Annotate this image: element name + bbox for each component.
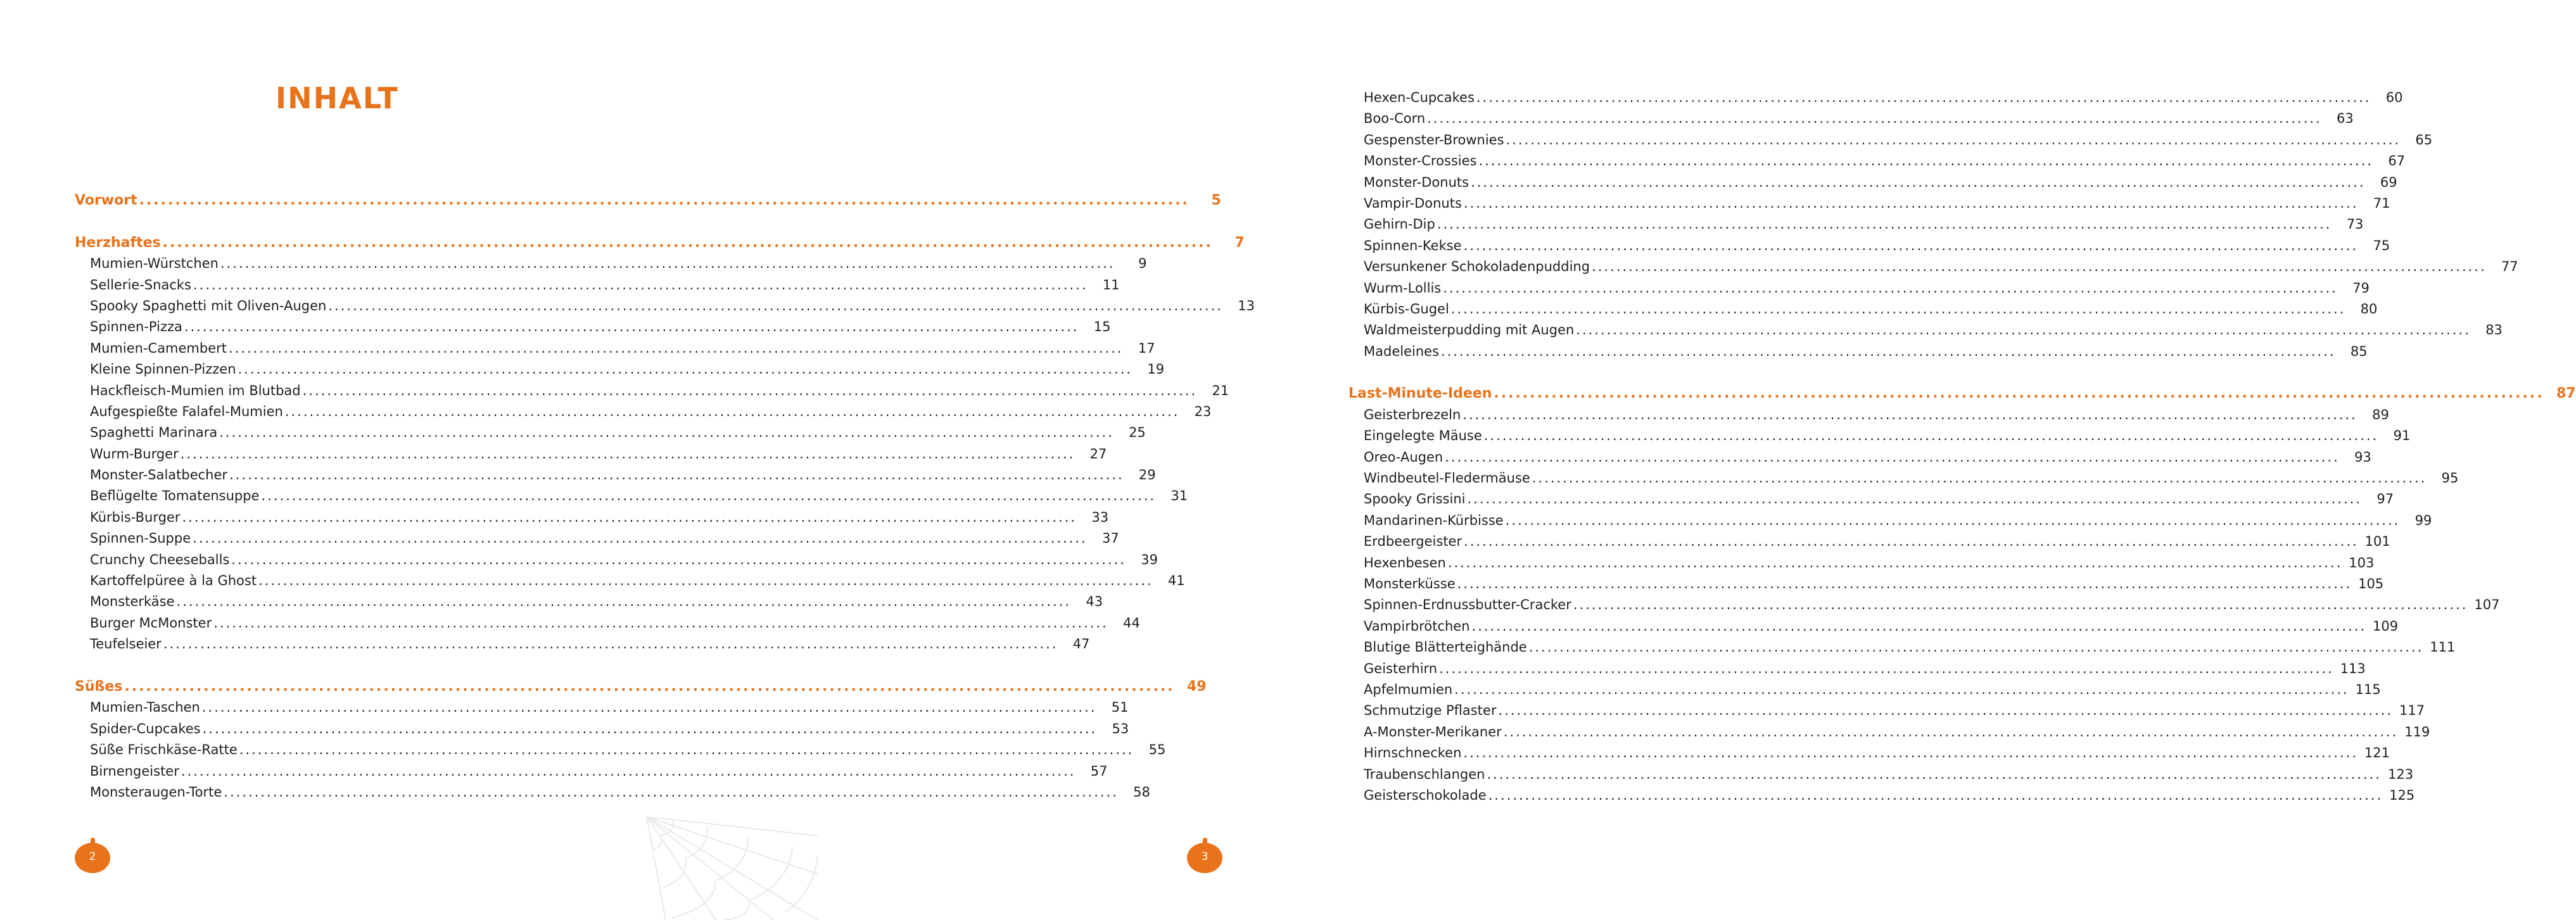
toc-entry [1348, 468, 2459, 489]
toc-entry [1348, 87, 2403, 108]
toc-entry-title: Traubenschlangen [1364, 766, 1485, 782]
toc-entry-title: Monster-Crossies [1364, 153, 1477, 169]
toc-entry [1348, 574, 2384, 595]
toc-page-number: 117 [2399, 703, 2425, 719]
toc-entry [75, 507, 1109, 528]
dot-leader [1576, 320, 2471, 341]
toc-page-number: 77 [2501, 259, 2518, 275]
toc-page-number: 7 [1234, 234, 1245, 251]
toc-page-number: 95 [2441, 470, 2459, 486]
section-gap [75, 211, 597, 232]
toc-page-number: 23 [1194, 403, 1212, 419]
toc-entry [75, 719, 1129, 740]
toc-page-number: 97 [2376, 491, 2394, 507]
toc-entry [75, 359, 1165, 380]
dot-leader [1437, 214, 2332, 235]
toc-page-number: 73 [2346, 217, 2364, 232]
spider-web-icon [647, 817, 818, 920]
toc-entry [1348, 278, 2370, 299]
toc-entry-title: Mumien-Würstchen [90, 256, 219, 272]
toc-entry [1348, 743, 2390, 764]
toc-entry [75, 761, 1108, 782]
dot-leader [1457, 574, 2352, 595]
toc-entry [75, 381, 1229, 401]
toc-entry-title: Spider-Cupcakes [90, 721, 201, 736]
toc-entry-title: Mumien-Camembert [90, 340, 227, 356]
toc-entry-title: Boo-Corn [1364, 111, 1426, 127]
toc-entry-title: Schmutzige Pflaster [1364, 703, 1497, 719]
toc-entry-title: Kürbis-Gugel [1364, 301, 1449, 317]
toc-page-number: 101 [2364, 534, 2390, 550]
toc-entry [1348, 151, 2406, 172]
dot-leader [1498, 700, 2393, 721]
toc-page-number: 51 [1111, 700, 1129, 715]
toc-entry [75, 444, 1107, 465]
toc-entry-title: Eingelegte Mäuse [1364, 428, 1482, 444]
toc-entry [75, 591, 1103, 612]
toc-entry [1348, 489, 2394, 510]
dot-leader [1443, 278, 2338, 299]
toc-page-number: 91 [2393, 428, 2411, 444]
toc-page-number: 13 [1238, 298, 1255, 313]
toc-page-number: 111 [2430, 640, 2456, 655]
toc-entry [1348, 320, 2503, 341]
toc-page-number: 121 [2364, 745, 2390, 761]
toc-entry-title: Spaghetti Marinara [90, 425, 218, 441]
toc-entry-title: Herzhaftes [75, 234, 161, 251]
toc-entry [1348, 785, 2415, 806]
toc-entry-title: Apfelmumien [1364, 681, 1453, 697]
toc-page-number: 5 [1211, 192, 1221, 208]
toc-entry-title: Blutige Blätterteighände [1364, 640, 1527, 655]
toc-page-number: 47 [1072, 636, 1090, 652]
toc-entry-title: Spinnen-Suppe [90, 531, 191, 546]
dot-leader [1471, 172, 2366, 193]
toc-entry-title: Kleine Spinnen-Pizzen [90, 362, 236, 377]
dot-leader [1445, 447, 2340, 468]
page-number-right: 3 [1201, 850, 1209, 863]
toc-entry-title: Aufgespießte Falafel-Mumien [90, 403, 283, 419]
toc-entry [1348, 236, 2390, 256]
toc-entry-title: Spooky Spaghetti mit Oliven-Augen [90, 298, 327, 313]
dot-leader [1462, 405, 2357, 425]
toc-entry [75, 401, 1212, 422]
toc-entry-title: Gespenster-Brownies [1364, 132, 1504, 148]
toc-entry-title: Geisterschokolade [1364, 787, 1487, 803]
toc-entry [75, 740, 1166, 760]
pumpkin-icon [75, 838, 110, 873]
toc-entry-title: Burger McMonster [90, 615, 212, 631]
toc-page-number: 69 [2380, 174, 2397, 190]
toc-entry [1348, 256, 2518, 277]
pumpkin-icon [1187, 838, 1222, 873]
toc-page-number: 57 [1090, 763, 1108, 779]
dot-leader [1454, 679, 2349, 700]
toc-entry [75, 613, 1140, 634]
toc-entry-title: Vampirbrötchen [1364, 618, 1470, 634]
toc-entry [1348, 108, 2354, 129]
toc-entry-title: Versunkener Schokoladenpudding [1364, 259, 1590, 275]
toc-entry [75, 275, 1120, 296]
toc-page-number: 53 [1112, 721, 1129, 736]
toc-page-number: 67 [2388, 153, 2406, 169]
toc-section-heading [75, 232, 1245, 253]
toc-entry [1348, 595, 2500, 615]
toc-entry-title: Last-Minute-Ideen [1348, 386, 1492, 402]
toc-entry-title: Vampir-Donuts [1364, 195, 1462, 211]
dot-leader [1506, 130, 2401, 151]
toc-page-number: 31 [1171, 488, 1188, 504]
toc-entry [1348, 616, 2399, 637]
toc-entry [75, 317, 1111, 337]
toc-entry-title: Monster-Donuts [1364, 174, 1469, 190]
toc-page-number: 99 [2414, 512, 2432, 528]
dot-leader [1439, 658, 2334, 679]
toc-page-number: 75 [2373, 237, 2390, 253]
toc-section-heading [1348, 383, 2576, 404]
toc-entry [75, 550, 1158, 570]
toc-page-number: 115 [2355, 681, 2381, 697]
toc-entry-title: Wurm-Lollis [1364, 280, 1442, 296]
dot-leader [1573, 595, 2468, 615]
toc-entry-title: Monsterküsse [1364, 576, 1456, 591]
dot-leader [1464, 193, 2359, 214]
toc-entry [75, 486, 1188, 507]
toc-entry [1348, 193, 2390, 214]
toc-entry-title: A-Monster-Merikaner [1364, 724, 1502, 740]
toc-page-number: 9 [1138, 256, 1147, 272]
toc-entry [1348, 764, 2414, 785]
toc-entry-title: Gehirn-Dip [1364, 217, 1435, 232]
left-page [0, 0, 1255, 920]
toc-entry [1348, 700, 2425, 721]
toc-entry-title: Kürbis-Burger [90, 509, 181, 525]
dot-leader [1464, 531, 2359, 552]
toc-page-number: 41 [1167, 573, 1185, 589]
toc-entry-title: Wurm-Burger [90, 446, 179, 462]
page-number-left: 2 [89, 850, 96, 863]
toc-entry-title: Crunchy Cheeseballs [90, 551, 230, 567]
dot-leader [1529, 637, 2424, 658]
toc-page-number: 83 [2485, 322, 2503, 338]
toc-entry-title: Spinnen-Kekse [1364, 237, 1462, 253]
toc-page-number: 87 [2556, 386, 2576, 402]
toc-page-number: 55 [1148, 742, 1166, 758]
toc-entry-title: Spooky Grissini [1364, 491, 1466, 507]
toc-entry-title: Waldmeisterpudding mit Augen [1364, 322, 1575, 338]
dot-leader [1464, 236, 2359, 256]
dot-leader [1427, 108, 2322, 129]
toc-entry-title: Sellerie-Snacks [90, 277, 191, 293]
toc-entry [1348, 341, 2368, 362]
toc-entry [1348, 214, 2364, 235]
dot-leader [1467, 489, 2362, 510]
dot-leader [1487, 764, 2382, 785]
dot-leader [1441, 341, 2336, 362]
toc-entry [1348, 405, 2389, 425]
toc-page-number: 21 [1212, 382, 1229, 398]
toc-page-number: 79 [2352, 280, 2370, 296]
dot-leader [1504, 722, 2399, 743]
toc-page-number: 71 [2373, 195, 2390, 211]
toc-entry-title: Teufelseier [90, 636, 162, 652]
toc-entry [1348, 172, 2397, 193]
dot-leader [1448, 553, 2343, 574]
toc-page-number: 44 [1123, 615, 1140, 631]
toc-entry-title: Mandarinen-Kürbisse [1364, 512, 1504, 528]
toc-entry-title: Vorwort [75, 192, 137, 208]
toc-entry [1348, 299, 2378, 320]
toc-entry [75, 338, 1155, 359]
toc-entry-title: Hexenbesen [1364, 555, 1446, 570]
toc-entry [75, 570, 1185, 591]
toc-entry-title: Hackfleisch-Mumien im Blutbad [90, 382, 301, 398]
toc-entry [1348, 722, 2430, 743]
dot-leader [1506, 510, 2401, 531]
toc-page-number: 11 [1102, 277, 1120, 293]
toc-right-column [1348, 87, 2576, 806]
toc-entry [75, 634, 1090, 655]
dot-leader [1476, 87, 2371, 108]
toc-page-number: 58 [1133, 784, 1150, 800]
page-title: INHALT [276, 81, 399, 115]
toc-entry [1348, 553, 2375, 574]
toc-page-number: 63 [2337, 111, 2354, 127]
toc-entry-title: Geisterhirn [1364, 660, 1438, 676]
dot-leader [1488, 785, 2383, 806]
dot-leader [1484, 425, 2379, 446]
toc-page-number: 93 [2354, 449, 2371, 465]
toc-page-number: 119 [2404, 724, 2430, 740]
toc-entry-title: Monsterkäse [90, 594, 175, 610]
toc-entry-title: Monster-Salatbecher [90, 467, 228, 483]
toc-entry-title: Erdbeergeister [1364, 534, 1462, 550]
toc-page-number: 125 [2389, 787, 2415, 803]
toc-entry-title: Süße Frischkäse-Ratte [90, 742, 238, 758]
toc-entry-title: Geisterbrezeln [1364, 406, 1461, 422]
toc-entry-title: Hirnschnecken [1364, 745, 1462, 761]
toc-entry [75, 465, 1156, 486]
dot-leader [1472, 616, 2367, 637]
toc-entry-title: Birnengeister [90, 763, 179, 779]
toc-entry [75, 697, 1129, 718]
toc-entry-title: Spinnen-Erdnussbutter-Cracker [1364, 597, 1571, 613]
toc-entry [1348, 425, 2411, 446]
toc-left-column [75, 190, 1255, 803]
toc-entry [1348, 510, 2432, 531]
toc-entry [1348, 447, 2371, 468]
toc-page-number: 89 [2372, 406, 2389, 422]
toc-page-number: 60 [2385, 90, 2403, 105]
right-page [647, 0, 2576, 920]
toc-section-heading [75, 190, 1221, 211]
toc-entry-title: Spinnen-Pizza [90, 319, 182, 335]
dot-leader [1479, 151, 2374, 172]
toc-page-number: 27 [1089, 446, 1107, 462]
toc-entry [1348, 130, 2433, 151]
toc-page-number: 113 [2340, 660, 2366, 676]
toc-page-number: 33 [1091, 509, 1109, 525]
dot-leader [1532, 468, 2427, 489]
toc-entry-title: Monsteraugen-Torte [90, 784, 222, 800]
toc-section-heading [75, 676, 1207, 697]
toc-page-number: 25 [1129, 425, 1146, 441]
toc-page-number: 39 [1141, 551, 1158, 567]
toc-page-number: 65 [2415, 132, 2433, 148]
toc-page-number: 43 [1086, 594, 1103, 610]
toc-page-number: 17 [1138, 340, 1155, 356]
toc-entry [1348, 531, 2390, 552]
toc-entry [1348, 637, 2456, 658]
toc-entry [1348, 679, 2381, 700]
toc-page-number: 49 [1186, 678, 1207, 695]
section-gap [1348, 362, 1872, 383]
dot-leader [1463, 743, 2358, 764]
toc-entry [75, 296, 1255, 317]
toc-page-number: 105 [2358, 576, 2384, 591]
toc-entry-title: Beflügelte Tomatensuppe [90, 488, 260, 504]
toc-entry-title: Kartoffelpüree à la Ghost [90, 573, 257, 589]
toc-page-number: 123 [2387, 766, 2414, 782]
toc-page-number: 85 [2350, 343, 2368, 359]
dot-leader [1494, 383, 2544, 404]
toc-page-number: 109 [2373, 618, 2399, 634]
toc-entry-title: Madeleines [1364, 343, 1439, 359]
dot-leader [1592, 256, 2487, 277]
toc-entry [75, 782, 1150, 803]
toc-entry [1348, 658, 2366, 679]
toc-page-number: 37 [1102, 531, 1119, 546]
toc-entry-title: Mumien-Taschen [90, 700, 200, 715]
toc-page-number: 103 [2349, 555, 2375, 570]
dot-leader [1451, 299, 2346, 320]
toc-page-number: 80 [2360, 301, 2378, 317]
toc-entry [75, 528, 1119, 549]
toc-entry-title: Hexen-Cupcakes [1364, 90, 1475, 105]
toc-page-number: 107 [2474, 597, 2500, 613]
toc-entry [75, 253, 1147, 274]
toc-page-number: 15 [1093, 319, 1111, 335]
toc-page-number: 29 [1138, 467, 1156, 483]
toc-entry-title: Oreo-Augen [1364, 449, 1443, 465]
toc-entry-title: Windbeutel-Fledermäuse [1364, 470, 1530, 486]
toc-entry-title: Süßes [75, 678, 123, 695]
toc-entry [75, 422, 1146, 443]
section-gap [75, 655, 597, 676]
toc-page-number: 19 [1147, 362, 1165, 377]
